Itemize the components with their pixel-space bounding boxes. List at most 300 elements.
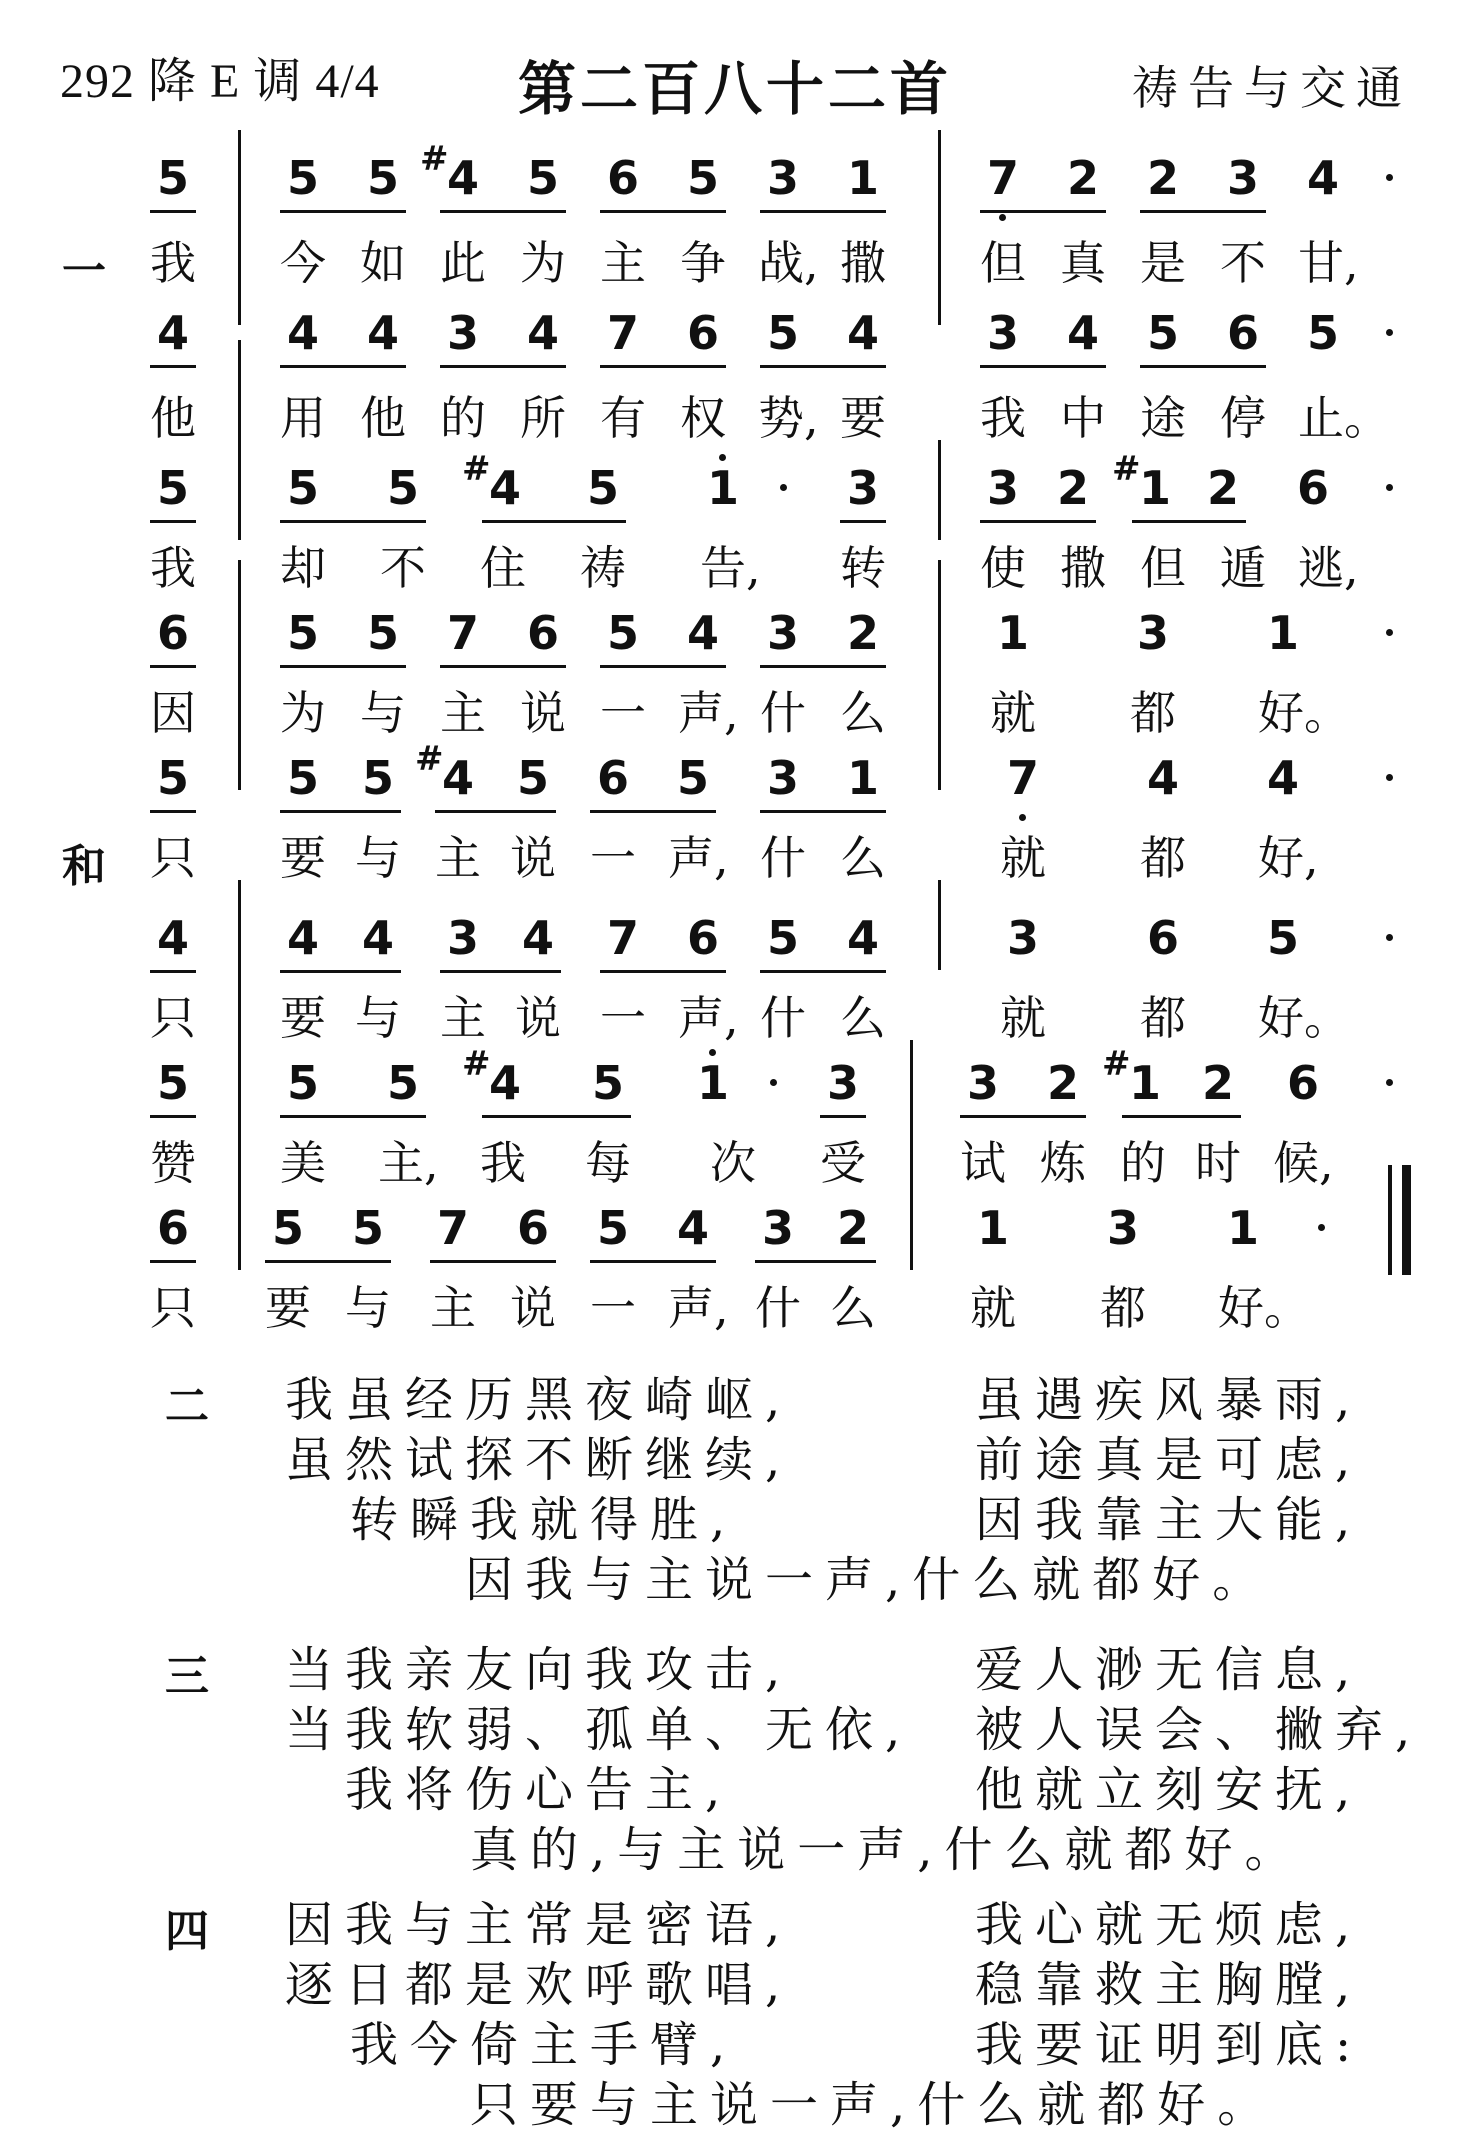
underline xyxy=(280,1115,426,1118)
lyric-char: 住 xyxy=(480,541,526,595)
lyric-char: 好。 xyxy=(1258,991,1350,1045)
verse-line: 我虽经历黑夜崎岖, xyxy=(285,1372,793,1428)
note: 3 xyxy=(766,606,799,660)
note: 4 xyxy=(526,306,559,360)
note: 5 xyxy=(351,1201,384,1255)
verse-line: 我要证明到底: xyxy=(975,2017,1364,2073)
lyric-char: 什 xyxy=(760,991,806,1045)
underline xyxy=(265,1260,391,1263)
verse-number: 三 xyxy=(165,1651,209,1702)
note: 7 xyxy=(606,306,639,360)
note: 5 xyxy=(586,461,619,515)
underline xyxy=(150,665,196,668)
note: 2 xyxy=(846,606,879,660)
underline xyxy=(150,520,196,523)
pickup-note: 5 xyxy=(156,151,189,205)
verse-number: 四 xyxy=(165,1906,209,1957)
note: 4 xyxy=(488,461,521,515)
note: 5 xyxy=(271,1201,304,1255)
verse-line: 真的,与主说一声,什么就都好。 xyxy=(470,1822,1305,1878)
bar-line xyxy=(938,130,941,325)
underline xyxy=(840,520,886,523)
underline xyxy=(600,970,726,973)
sharp-sign: # xyxy=(462,1044,491,1084)
music-row-1 xyxy=(0,139,1470,226)
note: 7 xyxy=(436,1201,469,1255)
lyric-char: 试 xyxy=(960,1136,1006,1190)
verse-line: 因我与主常是密语, xyxy=(285,1897,793,1953)
underline xyxy=(980,210,1106,213)
note: 3 xyxy=(1136,606,1169,660)
duration-dot xyxy=(1386,174,1393,181)
underline xyxy=(590,810,716,813)
octave-dot-below xyxy=(1019,814,1026,821)
sharp-sign: # xyxy=(415,739,444,779)
verse-line: 稳靠救主胸膛, xyxy=(975,1957,1363,2013)
lyric-char: 甘, xyxy=(1298,236,1359,290)
underline xyxy=(482,1115,631,1118)
lyric-char: 中 xyxy=(1060,391,1106,445)
lyric-char: 我 xyxy=(150,236,196,290)
underline xyxy=(755,1260,876,1263)
lyric-char: 的 xyxy=(1120,1136,1166,1190)
underline xyxy=(150,1115,196,1118)
lyric-char: 使 xyxy=(980,541,1026,595)
underline xyxy=(440,970,561,973)
underline xyxy=(280,970,401,973)
verse-line: 逐日都是欢呼歌唱, xyxy=(285,1957,793,2013)
lyric-char: 此 xyxy=(440,236,486,290)
lyric-char: 赞 xyxy=(150,1136,196,1190)
duration-dot xyxy=(1386,1079,1393,1086)
lyric-char: 什 xyxy=(760,831,806,885)
verse-line: 虽遇疾风暴雨, xyxy=(975,1372,1363,1428)
note: 3 xyxy=(761,1201,794,1255)
lyric-char: 说 xyxy=(510,831,556,885)
note: 3 xyxy=(446,306,479,360)
lyric-char: 每 xyxy=(585,1136,631,1190)
lyric-char: 都 xyxy=(1140,831,1186,885)
lyric-char: 战, xyxy=(758,236,819,290)
lyric-char: 好, xyxy=(1258,831,1319,885)
underline xyxy=(482,520,626,523)
pickup-note: 5 xyxy=(156,1056,189,1110)
lyric-char: 好。 xyxy=(1258,686,1350,740)
note: 5 xyxy=(596,1201,629,1255)
note: 1 xyxy=(706,461,739,515)
lyric-char: 么 xyxy=(840,686,886,740)
note: 1 xyxy=(846,151,879,205)
note: 5 xyxy=(591,1056,624,1110)
music-row-2 xyxy=(0,305,1470,381)
note: 4 xyxy=(676,1201,709,1255)
final-bar-thick xyxy=(1402,1165,1411,1275)
note: 3 xyxy=(766,151,799,205)
underline xyxy=(150,210,196,213)
lyric-char: 祷 xyxy=(580,541,626,595)
lyric-char: 主 xyxy=(600,236,646,290)
duration-dot xyxy=(1386,329,1393,336)
lyric-char: 声, xyxy=(678,991,739,1045)
note: 5 xyxy=(366,151,399,205)
underline xyxy=(150,970,196,973)
note: 6 xyxy=(1146,911,1179,965)
underline xyxy=(1122,1115,1241,1118)
lyric-char: 今 xyxy=(280,236,326,290)
note: 1 xyxy=(1128,1056,1161,1110)
bar-line xyxy=(938,560,941,790)
music-row-3 xyxy=(0,449,1470,536)
note: 2 xyxy=(1201,1056,1234,1110)
octave-dot-below xyxy=(999,214,1006,221)
note: 4 xyxy=(361,911,394,965)
lyric-char: 候, xyxy=(1273,1136,1334,1190)
note: 6 xyxy=(516,1201,549,1255)
lyric-char: 与 xyxy=(360,686,406,740)
lyric-char: 好。 xyxy=(1218,1281,1310,1335)
note: 2 xyxy=(836,1201,869,1255)
lyric-char: 与 xyxy=(355,831,401,885)
lyric-char: 转 xyxy=(840,541,886,595)
octave-dot-above xyxy=(709,1049,716,1056)
underline xyxy=(150,365,196,368)
note: 3 xyxy=(846,461,879,515)
duration-dot xyxy=(1386,629,1393,636)
duration-dot xyxy=(1386,934,1393,941)
note: 6 xyxy=(686,911,719,965)
note: 4 xyxy=(846,306,879,360)
lyric-char: 他 xyxy=(360,391,406,445)
lyric-char: 却 xyxy=(280,541,326,595)
underline xyxy=(600,210,726,213)
underline xyxy=(600,365,726,368)
note: 1 xyxy=(996,606,1029,660)
note: 1 xyxy=(1138,461,1171,515)
verse-line: 爱人渺无信息, xyxy=(975,1642,1363,1698)
lyric-char: 告, xyxy=(700,541,761,595)
lyric-char: 逃, xyxy=(1298,541,1359,595)
note: 5 xyxy=(286,751,319,805)
underline xyxy=(1140,365,1266,368)
sharp-sign: # xyxy=(462,449,491,489)
note: 5 xyxy=(1266,911,1299,965)
lyric-char: 势, xyxy=(758,391,819,445)
note: 3 xyxy=(1226,151,1259,205)
pickup-note: 5 xyxy=(156,461,189,515)
hymn-number-key: 292 降 E 调 4/4 xyxy=(60,55,380,108)
pickup-note: 4 xyxy=(156,306,189,360)
note: 1 xyxy=(696,1056,729,1110)
lyric-char: 的 xyxy=(440,391,486,445)
underline xyxy=(820,1115,866,1118)
lyric-char: 争 xyxy=(680,236,726,290)
underline xyxy=(280,665,406,668)
underline xyxy=(280,365,406,368)
lyric-char: 次 xyxy=(710,1136,756,1190)
lyric-char: 时 xyxy=(1195,1136,1241,1190)
underline xyxy=(150,1260,196,1263)
lyric-char: 主 xyxy=(440,991,486,1045)
lyric-char: 我 xyxy=(150,541,196,595)
music-row-8 xyxy=(0,1200,1470,1276)
note: 5 xyxy=(366,606,399,660)
verse-line: 我心就无烦虑, xyxy=(975,1897,1363,1953)
lyric-char: 因 xyxy=(150,686,196,740)
lyric-char: 一 xyxy=(600,991,646,1045)
underline xyxy=(280,520,426,523)
page-title: 第二百八十二首 xyxy=(517,55,952,123)
note: 5 xyxy=(686,151,719,205)
note: 4 xyxy=(686,606,719,660)
lyric-row-5 xyxy=(0,830,1470,906)
music-row-4 xyxy=(0,605,1470,681)
lyric-char: 主, xyxy=(378,1136,439,1190)
verse-line: 当我软弱、孤单、无依, xyxy=(285,1702,913,1758)
lyric-char: 么 xyxy=(840,831,886,885)
note: 4 xyxy=(446,151,479,205)
lyric-char: 所 xyxy=(520,391,566,445)
bar-line xyxy=(238,1040,241,1270)
final-bar-thin xyxy=(1388,1165,1392,1275)
underline xyxy=(980,365,1106,368)
note: 5 xyxy=(1146,306,1179,360)
verse-line: 转瞬我就得胜, xyxy=(350,1492,738,1548)
underline xyxy=(960,1115,1086,1118)
lyric-char: 止。 xyxy=(1298,391,1390,445)
note: 3 xyxy=(1006,911,1039,965)
verse-line: 只要与主说一声,什么就都好。 xyxy=(470,2077,1278,2133)
note: 5 xyxy=(286,461,319,515)
lyric-char: 只 xyxy=(150,831,196,885)
note: 3 xyxy=(766,751,799,805)
bar-line xyxy=(238,340,241,540)
lyric-char: 我 xyxy=(480,1136,526,1190)
lyric-char: 说 xyxy=(510,1281,556,1335)
underline xyxy=(280,210,406,213)
chorus-label: 和 xyxy=(62,841,106,892)
lyric-char: 什 xyxy=(760,686,806,740)
lyric-char: 有 xyxy=(600,391,646,445)
duration-dot xyxy=(780,484,787,491)
pickup-note: 6 xyxy=(156,1201,189,1255)
lyric-char: 美 xyxy=(280,1136,326,1190)
lyric-char: 要 xyxy=(265,1281,311,1335)
note: 6 xyxy=(526,606,559,660)
lyric-char: 主 xyxy=(435,831,481,885)
note: 4 xyxy=(366,306,399,360)
underline xyxy=(760,665,886,668)
note: 5 xyxy=(676,751,709,805)
lyric-char: 就 xyxy=(970,1281,1016,1335)
note: 6 xyxy=(686,306,719,360)
verse-number: 一 xyxy=(62,246,106,297)
underline xyxy=(760,810,886,813)
pickup-note: 5 xyxy=(156,751,189,805)
note: 5 xyxy=(286,1056,319,1110)
note: 4 xyxy=(1266,751,1299,805)
bar-line xyxy=(238,130,241,325)
note: 5 xyxy=(1306,306,1339,360)
lyric-char: 是 xyxy=(1140,236,1186,290)
note: 1 xyxy=(846,751,879,805)
duration-dot xyxy=(770,1079,777,1086)
underline xyxy=(590,1260,716,1263)
note: 3 xyxy=(1106,1201,1139,1255)
note: 2 xyxy=(1056,461,1089,515)
note: 5 xyxy=(516,751,549,805)
note: 4 xyxy=(1146,751,1179,805)
sharp-sign: # xyxy=(1102,1044,1131,1084)
lyric-char: 什 xyxy=(755,1281,801,1335)
lyric-char: 如 xyxy=(360,236,406,290)
underline xyxy=(980,520,1096,523)
note: 2 xyxy=(1066,151,1099,205)
note: 7 xyxy=(606,911,639,965)
underline xyxy=(280,810,401,813)
note: 4 xyxy=(286,911,319,965)
lyric-char: 受 xyxy=(820,1136,866,1190)
underline xyxy=(150,810,196,813)
lyric-char: 要 xyxy=(840,391,886,445)
lyric-char: 他 xyxy=(150,391,196,445)
duration-dot xyxy=(1386,774,1393,781)
underline xyxy=(600,665,726,668)
note: 4 xyxy=(1066,306,1099,360)
verse-line: 我将伤心告主, xyxy=(345,1762,733,1818)
lyric-char: 用 xyxy=(280,391,326,445)
bar-line xyxy=(938,880,941,970)
octave-dot-above xyxy=(719,454,726,461)
lyric-char: 么 xyxy=(830,1281,876,1335)
underline xyxy=(760,365,886,368)
music-row-6 xyxy=(0,910,1470,986)
lyric-char: 为 xyxy=(520,236,566,290)
note: 5 xyxy=(386,1056,419,1110)
lyric-char: 都 xyxy=(1130,686,1176,740)
lyric-char: 一 xyxy=(590,831,636,885)
lyric-char: 一 xyxy=(600,686,646,740)
underline xyxy=(440,210,566,213)
note: 5 xyxy=(386,461,419,515)
underline xyxy=(760,970,886,973)
lyric-char: 但 xyxy=(980,236,1026,290)
verse-line: 虽然试探不断继续, xyxy=(285,1432,793,1488)
additional-verses xyxy=(0,1340,1470,2140)
duration-dot xyxy=(1318,1224,1325,1231)
lyric-char: 为 xyxy=(280,686,326,740)
note: 4 xyxy=(521,911,554,965)
verse-line: 因我与主说一声,什么就都好。 xyxy=(465,1552,1273,1608)
lyric-char: 只 xyxy=(150,991,196,1045)
note: 6 xyxy=(1226,306,1259,360)
lyric-row-2 xyxy=(0,390,1470,466)
note: 6 xyxy=(596,751,629,805)
lyric-char: 都 xyxy=(1100,1281,1146,1335)
lyric-char: 不 xyxy=(380,541,426,595)
underline xyxy=(435,810,556,813)
verse-number: 二 xyxy=(165,1381,209,1432)
note: 5 xyxy=(526,151,559,205)
lyric-char: 遁 xyxy=(1220,541,1266,595)
underline xyxy=(1140,210,1266,213)
note: 6 xyxy=(606,151,639,205)
underline xyxy=(430,1260,556,1263)
pickup-note: 4 xyxy=(156,911,189,965)
lyric-char: 声, xyxy=(668,1281,729,1335)
note: 3 xyxy=(826,1056,859,1110)
underline xyxy=(440,665,566,668)
note: 4 xyxy=(441,751,474,805)
note: 2 xyxy=(1206,461,1239,515)
lyric-char: 一 xyxy=(590,1281,636,1335)
note: 6 xyxy=(1296,461,1329,515)
note: 2 xyxy=(1046,1056,1079,1110)
note: 5 xyxy=(361,751,394,805)
lyric-char: 主 xyxy=(440,686,486,740)
pickup-note: 6 xyxy=(156,606,189,660)
music-row-5 xyxy=(0,739,1470,826)
note: 5 xyxy=(606,606,639,660)
note: 4 xyxy=(1306,151,1339,205)
note: 5 xyxy=(766,306,799,360)
underline xyxy=(440,365,566,368)
lyric-row-1 xyxy=(0,235,1470,311)
verse-line: 前途真是可虑, xyxy=(975,1432,1363,1488)
note: 3 xyxy=(446,911,479,965)
underline xyxy=(1132,520,1246,523)
lyric-char: 与 xyxy=(355,991,401,1045)
lyric-char: 撒 xyxy=(1060,541,1106,595)
note: 4 xyxy=(488,1056,521,1110)
lyric-char: 都 xyxy=(1140,991,1186,1045)
note: 1 xyxy=(1266,606,1299,660)
lyric-char: 不 xyxy=(1220,236,1266,290)
note: 5 xyxy=(286,151,319,205)
note: 6 xyxy=(1286,1056,1319,1110)
verse-line: 被人误会、撇弃, xyxy=(975,1702,1423,1758)
bar-line xyxy=(910,1040,913,1270)
lyric-char: 但 xyxy=(1140,541,1186,595)
note: 7 xyxy=(1006,751,1039,805)
lyric-char: 就 xyxy=(990,686,1036,740)
note: 7 xyxy=(986,151,1019,205)
lyric-char: 途 xyxy=(1140,391,1186,445)
note: 4 xyxy=(286,306,319,360)
lyric-char: 要 xyxy=(280,991,326,1045)
hymn-category: 祷告与交通 xyxy=(1132,61,1412,115)
lyric-char: 说 xyxy=(515,991,561,1045)
note: 5 xyxy=(286,606,319,660)
note: 4 xyxy=(846,911,879,965)
lyric-char: 与 xyxy=(345,1281,391,1335)
note: 1 xyxy=(1226,1201,1259,1255)
duration-dot xyxy=(1386,484,1393,491)
lyric-char: 炼 xyxy=(1040,1136,1086,1190)
note: 3 xyxy=(986,306,1019,360)
music-row-7 xyxy=(0,1044,1470,1131)
lyric-char: 声, xyxy=(678,686,739,740)
note: 3 xyxy=(986,461,1019,515)
lyric-char: 主 xyxy=(430,1281,476,1335)
verse-line: 他就立刻安抚, xyxy=(975,1762,1363,1818)
sharp-sign: # xyxy=(420,139,449,179)
lyric-char: 就 xyxy=(1000,831,1046,885)
lyric-char: 说 xyxy=(520,686,566,740)
lyric-char: 权 xyxy=(680,391,726,445)
lyric-char: 只 xyxy=(150,1281,196,1335)
lyric-char: 撒 xyxy=(840,236,886,290)
verse-line: 我今倚主手臂, xyxy=(350,2017,738,2073)
